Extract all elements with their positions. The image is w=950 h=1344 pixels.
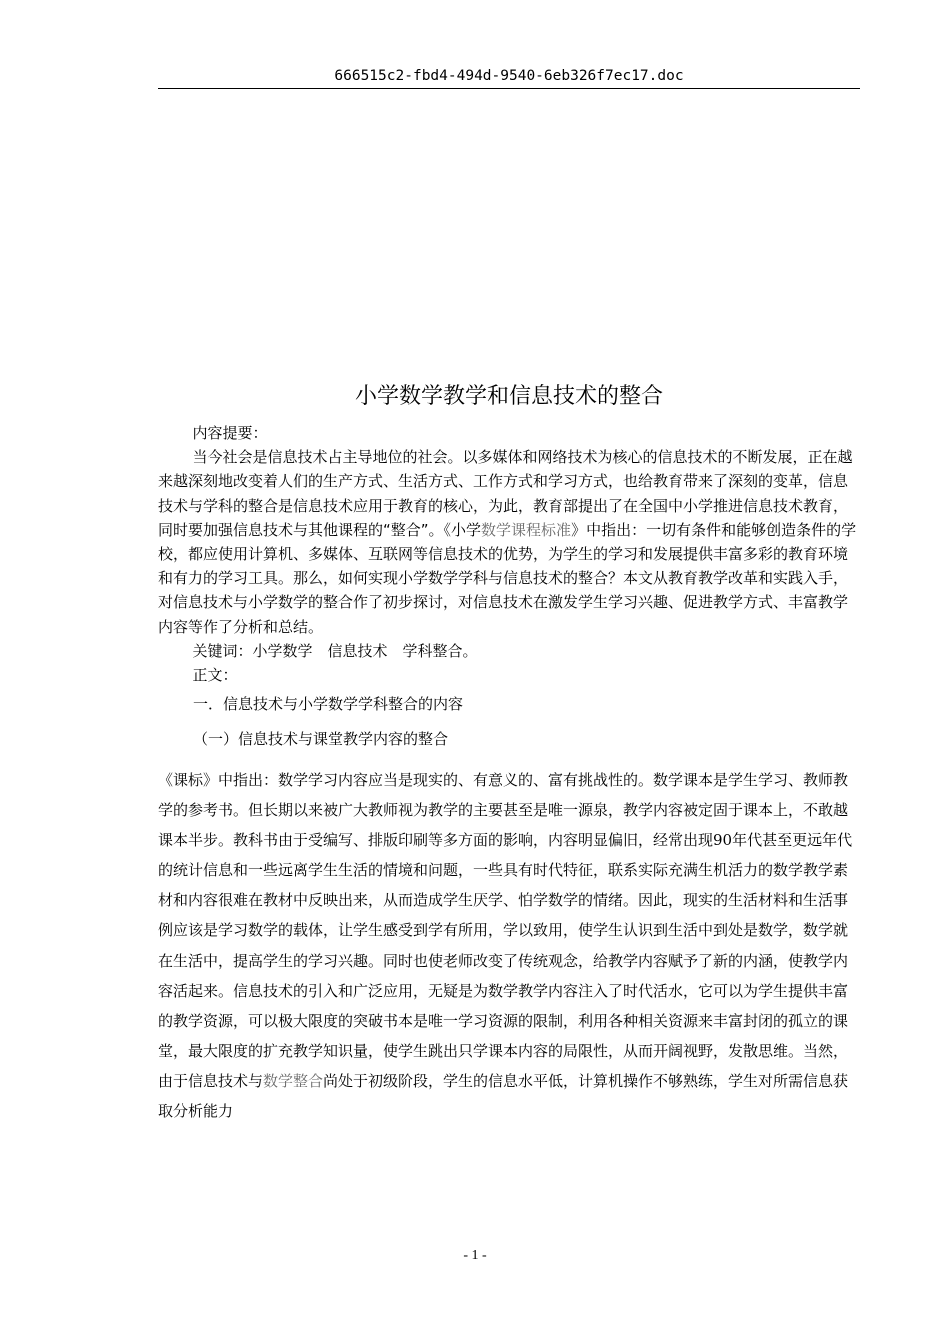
body-label: 正文：: [192, 666, 238, 685]
abstract-text-1: 当今社会是信息技术占主导地位的社会。以多媒体和网络技术为核心的信息技术的不断发展，正在越来越深刻地改变着人们的生产方式、生活方式、工作方式和学习方式，也给教育带来了深刻的变革，信息技术与学科的整合是信息技术应用于教育的核心，为此，教育部提出了在全国中小学推进信息技术教育，同时要加强信息技术与其他课程的“整合”。《小学: [158, 448, 853, 539]
document-title: 小学数学教学和信息技术的整合: [354, 384, 663, 409]
abstract-paragraph: [158, 445, 860, 639]
body-text-2: 尚处于初级阶段，学生的信息水平低，计算机操作不够熟练，学生对所需信息获取分析能力: [158, 1071, 849, 1121]
subsection-heading-1-1: （一）信息技术与课堂教学内容的整合: [193, 730, 449, 748]
section-heading-1: 一．信息技术与小学数学学科整合的内容: [193, 695, 464, 713]
abstract-highlight: 数学课程标准: [481, 520, 572, 539]
page-header: [158, 66, 860, 89]
body-paragraph: [158, 765, 860, 1126]
header-filename: 666515c2-fbd4-494d-9540-6eb326f7ec17.doc: [334, 68, 684, 84]
body-text-1: 《课标》中指出：数学学习内容应当是现实的、有意义的、富有挑战性的。数学课本是学生学习、教师教学的参考书。但长期以来被广大教师视为教学的主要甚至是唯一源泉，教学内容被定固于课本上，不敢越课本半步。教科书由于受编写、排版印刷等多方面的影响，内容明显偏旧，经常出现90年代甚至更远年代的统计信息和一些远离学生生活的情境和问题，一些具有时代特征，联系实际充满生机活力的数学教学素材和内容很难在教材中反映出来，从而造成学生厌学、怕学数学的情绪。因此，现实的生活材料和生活事例应该是学习数学的载体，让学生感受到学有所用，学以致用，使学生认识到生活中到处是数学，数学就在生活中，提高学生的学习兴趣。同时也使老师改变了传统观念，给教学内容赋予了新的内涵，使教学内容活起来。信息技术的引入和广泛应用，无疑是为数学教学内容注入了时代活水，它可以为学生提供丰富的教学资源，可以极大限度的突破书本是唯一学习资源的限制，利用各种相关资源来丰富封闭的孤立的课堂，最大限度的扩充教学知识量，使学生跳出只学课本内容的局限性，从而开阔视野，发散思维。当然，由于信息技术与: [158, 771, 853, 1090]
abstract-text-2: 》中指出：一切有条件和能够创造条件的学校，都应使用计算机、多媒体、互联网等信息技术的优势，为学生的学习和发展提供丰富多彩的教育环境和有力的学习工具。那么，如何实现小学数学学科与信息技术的整合？本文从教育教学改革和实践入手，对信息技术与小学数学的整合作了初步探讨，对信息技术在激发学生学习兴趣、促进教学方式、丰富教学内容等作了分析和总结。: [158, 520, 857, 636]
page-number: - 1 -: [463, 1248, 487, 1263]
keywords-line: 关键词：小学数学 信息技术 学科整合。: [192, 641, 478, 660]
body-highlight: 数学整合: [263, 1071, 324, 1090]
abstract-block: [158, 421, 860, 687]
abstract-heading: 内容提要：: [192, 424, 268, 442]
